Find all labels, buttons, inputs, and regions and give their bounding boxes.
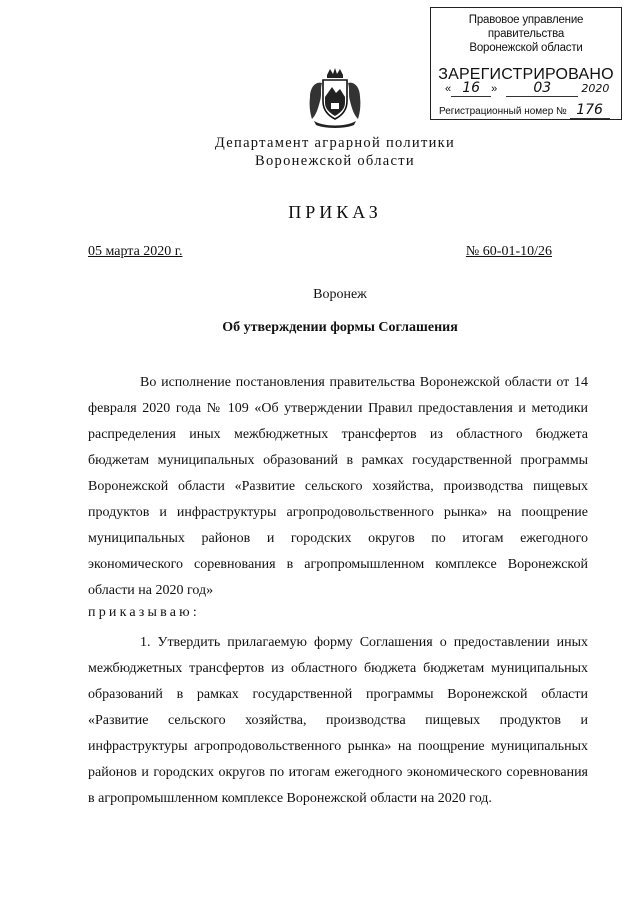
- order-word: приказываю:: [88, 605, 200, 620]
- stamp-month: 03: [533, 80, 552, 96]
- stamp-org-line1: Правовое управление правительства: [468, 14, 584, 40]
- stamp-date: « 16 » 03 2020: [445, 80, 610, 96]
- stamp-year: 2020: [581, 82, 610, 95]
- coat-of-arms-icon: [306, 67, 364, 129]
- stamp-registered-label: ЗАРЕГИСТРИРОВАНО: [438, 66, 614, 83]
- department-header: [150, 134, 520, 170]
- department-name-line2: Воронежской области: [255, 153, 415, 169]
- preamble-paragraph: Во исполнение постановления правительства Воронежской области от 14 февраля 2020 года № 109 «Об утверждении Правил предоставления и методики распределения иных межбюджетных трансфертов из областного бюджета бюджетам муниципальных образований в рамках государственной программы Воронежской области «Развитие сельского хозяйства, производства пищевых продуктов и инфраструктуры агропродовольственного рынка» на поощрение муниципальных районов и городских округов по итогам ежегодного экономического соревнования в агропромышленном комплексе Воронежской области на 2020 год»: [88, 375, 588, 598]
- stamp-reg-number: [439, 102, 619, 119]
- stamp-day: 16: [462, 80, 481, 96]
- stamp-reg-number-label: Регистрационный номер №: [439, 106, 567, 117]
- order-subject: Об утверждении формы Соглашения: [222, 320, 458, 335]
- document-type: ПРИКАЗ: [288, 202, 382, 222]
- order-number: № 60-01-10/26: [465, 244, 552, 259]
- order-item-1: 1. Утвердить прилагаемую форму Соглашения о предоставлении иных межбюджетных трансфертов из областного бюджета бюджетам муниципальных образований в рамках государственной программы Воронежской области «Развитие сельского хозяйства, производства пищевых продуктов и инфраструктуры агропродовольственного рынка» на поощрение муниципальных районов и городских округов по итогам ежегодного экономического соревнования в агропромышленном комплексе Воронежской области на 2020 год.: [88, 635, 588, 806]
- stamp-org-line2: Воронежской области: [469, 42, 583, 54]
- registration-stamp: [430, 7, 622, 120]
- department-name-line1: Департамент аграрной политики: [214, 135, 456, 151]
- stamp-organization: [431, 13, 621, 55]
- city: Воронеж: [313, 287, 367, 302]
- stamp-reg-number-value: 176: [570, 102, 610, 119]
- order-date: 05 марта 2020 г.: [88, 244, 183, 259]
